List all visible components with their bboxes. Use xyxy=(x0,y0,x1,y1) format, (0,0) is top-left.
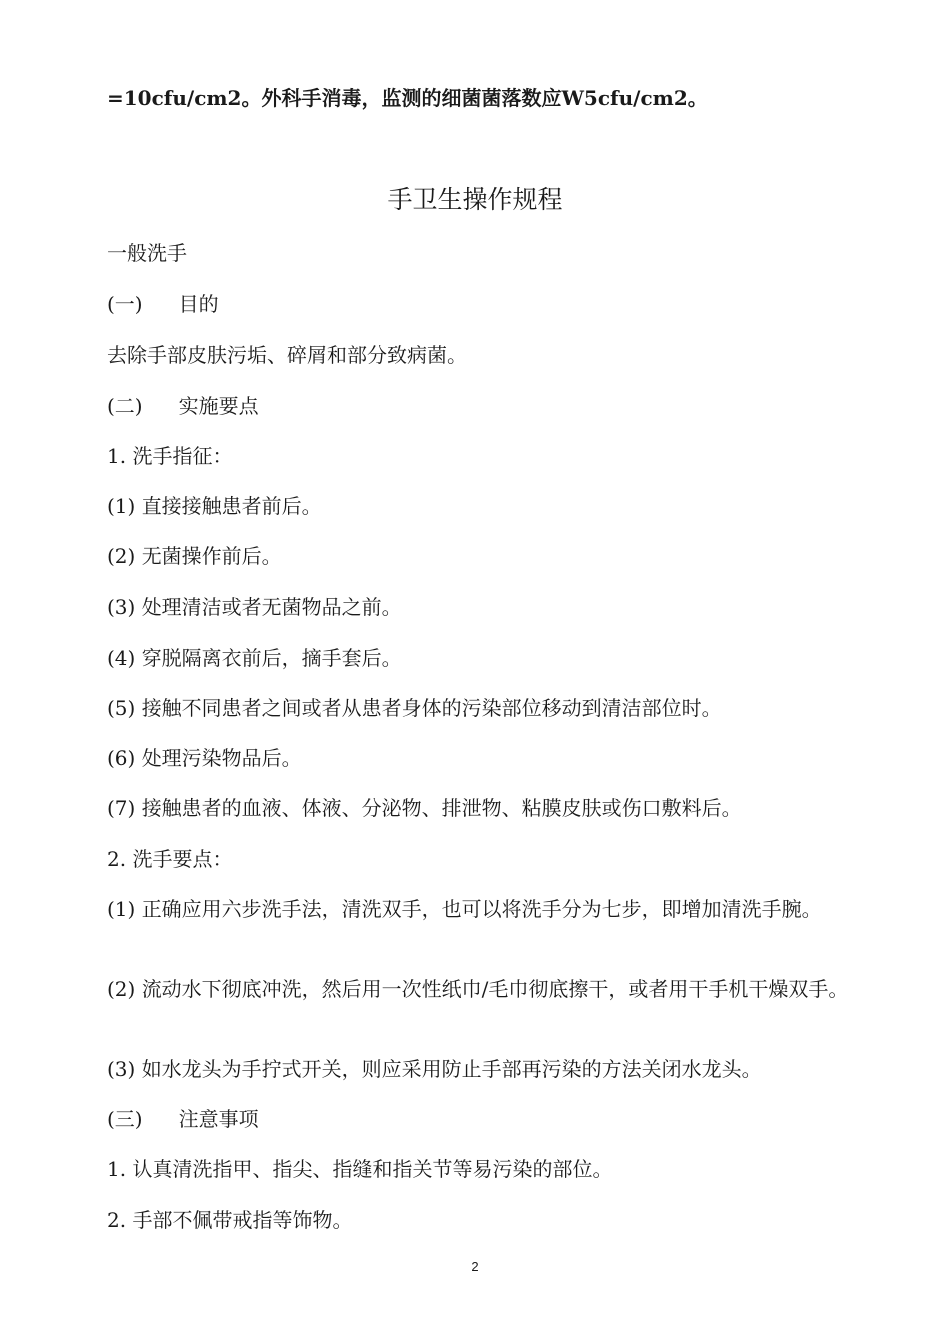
indication-item: (4) 穿脱隔离衣前后，摘手套后。 xyxy=(107,646,402,670)
indication-item: (6) 处理污染物品后。 xyxy=(107,746,302,770)
indication-item: (1) 直接接触患者前后。 xyxy=(107,494,322,518)
section-general-heading: 一般洗手 xyxy=(107,241,187,265)
note-item: 1. 认真清洗指甲、指尖、指缝和指关节等易污染的部位。 xyxy=(107,1157,613,1181)
indication-item: (3) 处理清洁或者无菌物品之前。 xyxy=(107,595,402,619)
part-two-number: (二) xyxy=(107,394,143,418)
part-one-label: 目的 xyxy=(178,292,219,316)
indication-item: (2) 无菌操作前后。 xyxy=(107,544,282,568)
part-three-number: (三) xyxy=(107,1107,143,1131)
part-two-heading xyxy=(107,394,259,418)
indication-item: (5) 接触不同患者之间或者从患者身体的污染部位移动到清洁部位时。 xyxy=(107,696,722,720)
note-item: 2. 手部不佩带戒指等饰物。 xyxy=(107,1208,353,1232)
point-item: (3) 如水龙头为手拧式开关，则应采用防止手部再污染的方法关闭水龙头。 xyxy=(107,1057,762,1081)
point-item: (1) 正确应用六步洗手法，清洗双手，也可以将洗手分为七步，即增加清洗手腕。 xyxy=(107,897,822,921)
part-one-number: (一) xyxy=(107,292,143,316)
part-one-heading xyxy=(107,292,219,316)
top-line: =10cfu/cm2。外科手消毒，监测的细菌菌落数应W5cfu/cm2。 xyxy=(107,86,708,110)
page-title: 手卫生操作规程 xyxy=(387,185,563,214)
part-three-heading xyxy=(107,1107,259,1131)
part-three-label: 注意事项 xyxy=(178,1107,259,1131)
point-item: (2) 流动水下彻底冲洗，然后用一次性纸巾/毛巾彻底擦干，或者用干手机干燥双手。 xyxy=(107,977,849,1001)
points-heading: 2. 洗手要点： xyxy=(107,847,233,871)
indications-heading: 1. 洗手指征： xyxy=(107,444,233,468)
indication-item: (7) 接触患者的血液、体液、分泌物、排泄物、粘膜皮肤或伤口敷料后。 xyxy=(107,796,742,820)
part-two-label: 实施要点 xyxy=(178,394,259,418)
page-number: 2 xyxy=(471,1259,479,1274)
purpose-text: 去除手部皮肤污垢、碎屑和部分致病菌。 xyxy=(107,343,467,367)
